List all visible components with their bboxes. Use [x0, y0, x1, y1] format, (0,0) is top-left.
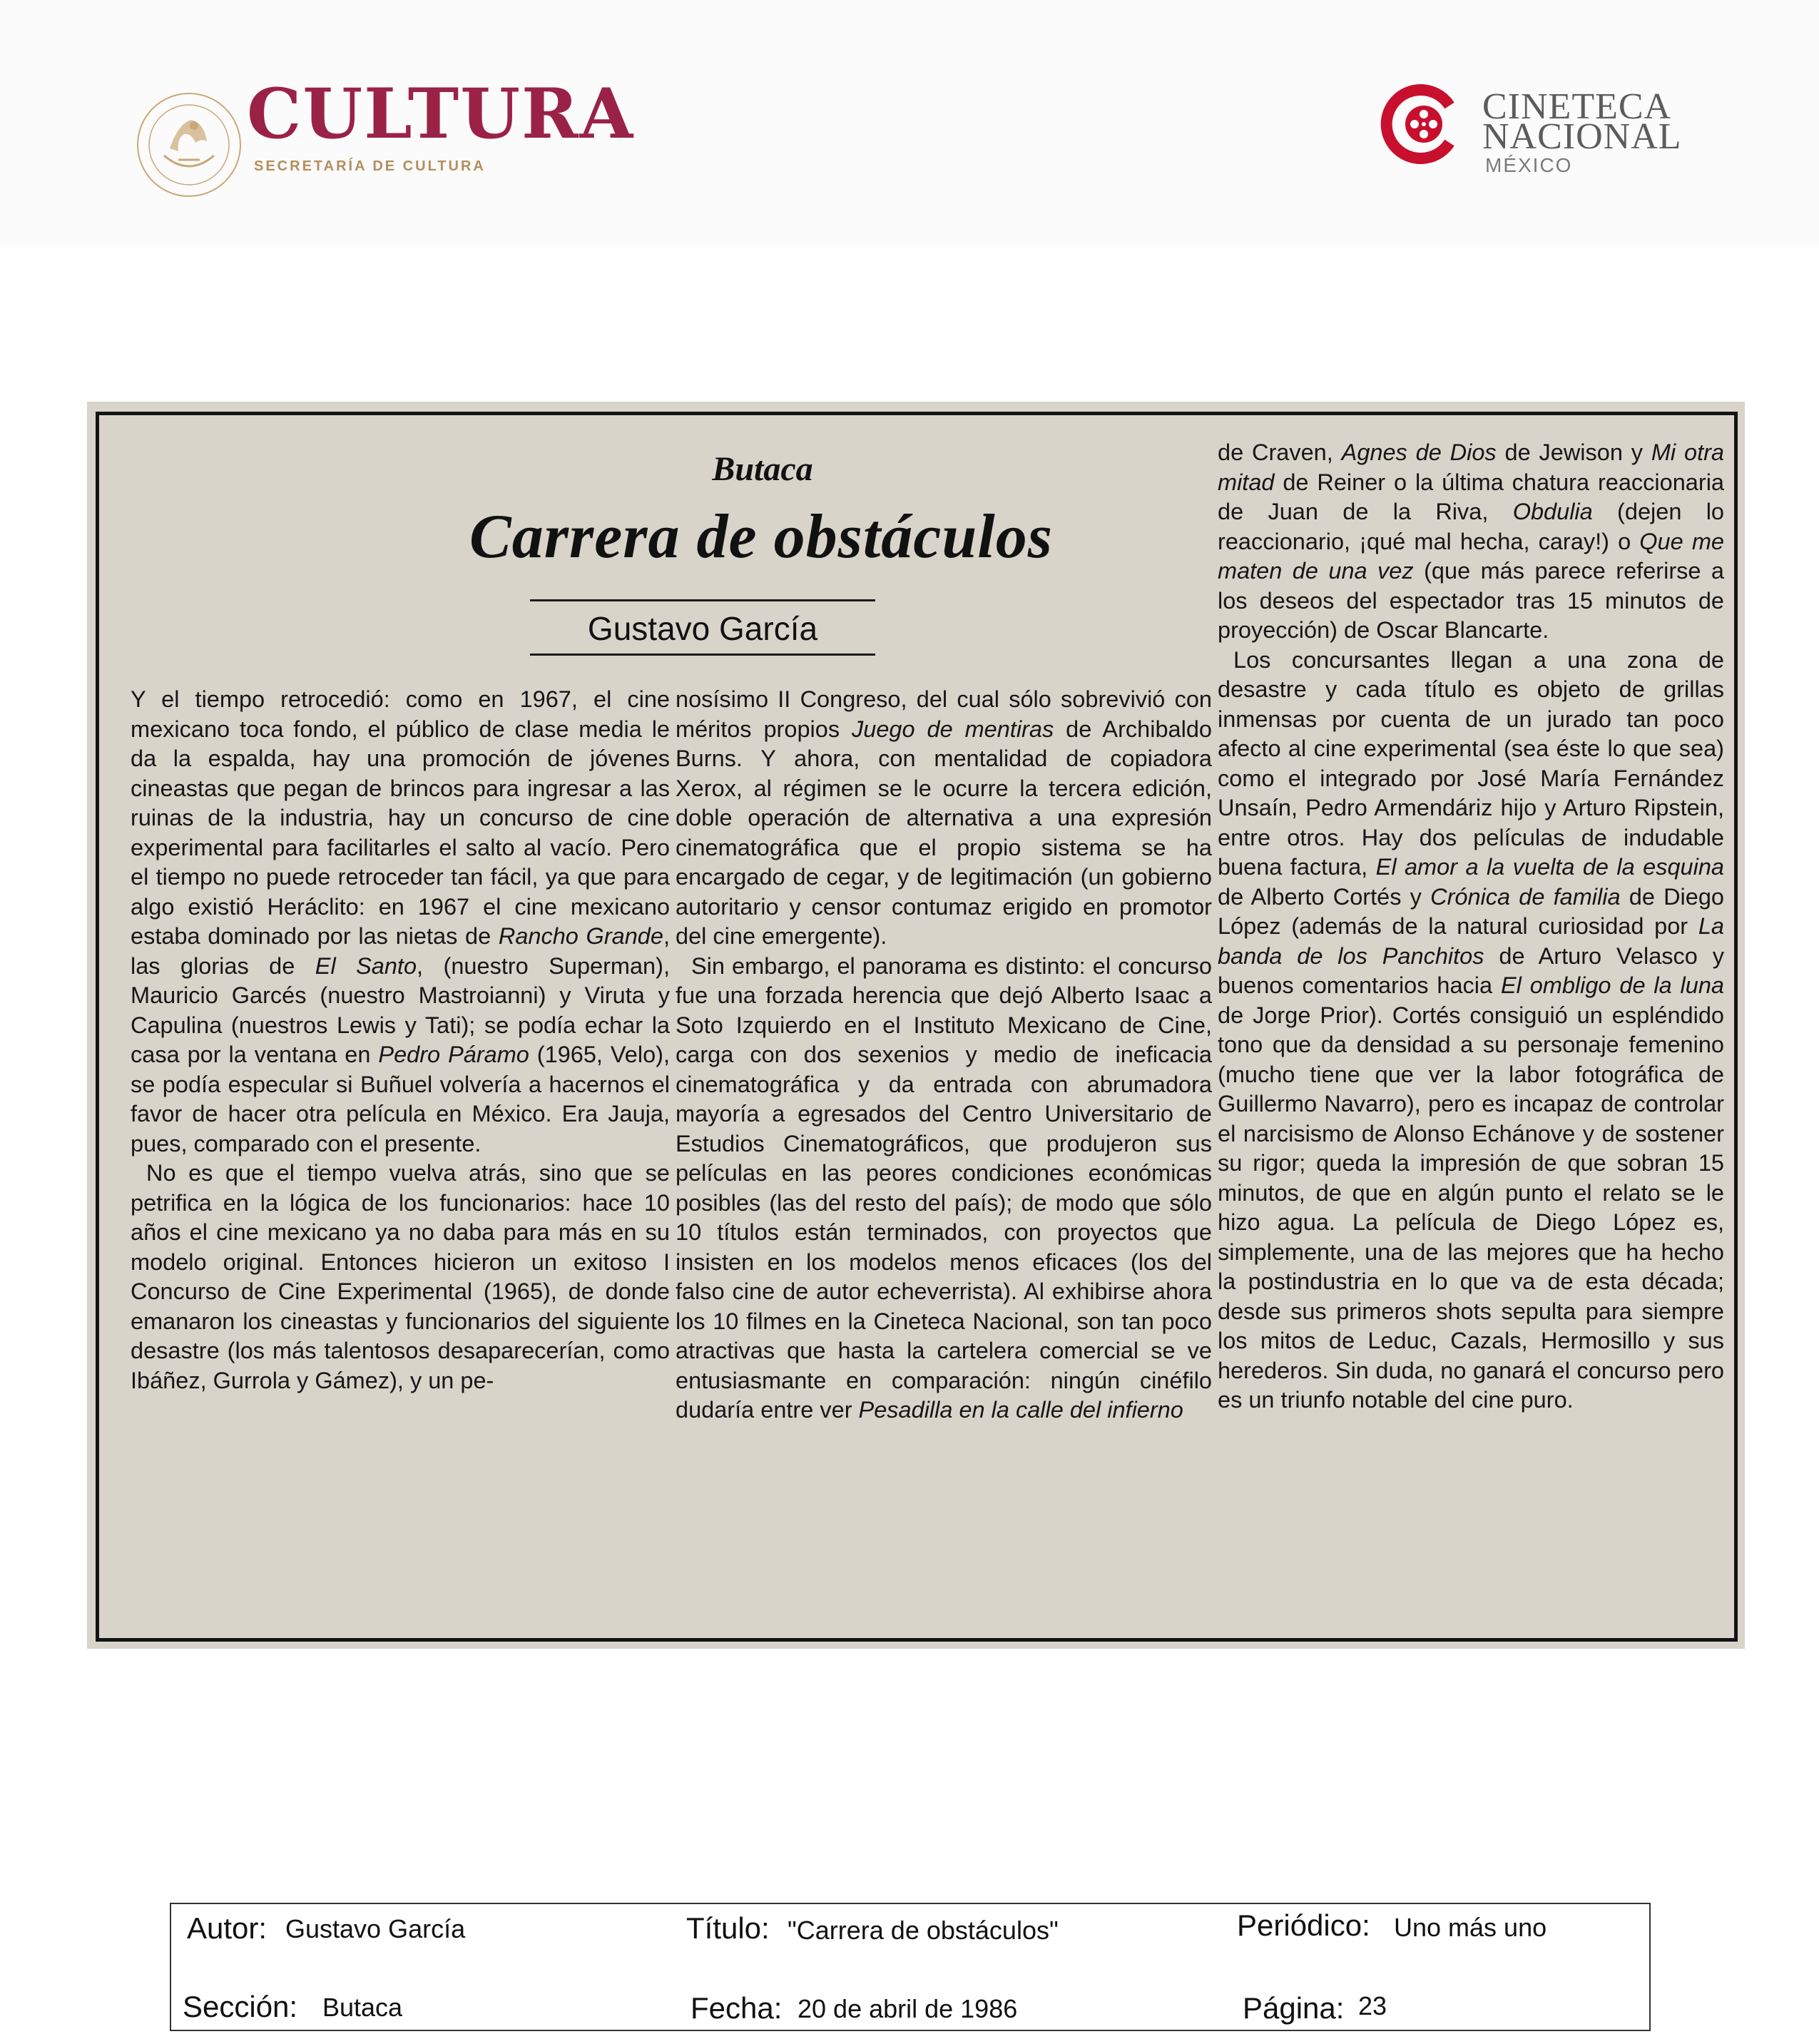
- cineteca-film-reel-icon: [1378, 84, 1458, 164]
- fecha-value: 20 de abril de 1986: [798, 1994, 1018, 2023]
- byline-rule-top: [530, 599, 875, 601]
- article-paragraph: Sin embargo, el panorama es distinto: el concurso fue una forzada herencia que dejó Alberto Isaac a Soto Izquierdo en el Instituto Mexicano de Cine, carga con dos sexenios y medio de ineficacia cinematográfica y da entrada con abrumadora mayoría a egresados del Centro Universitario de Estudios Cinematográficos, que produjeron sus películas en las peores condiciones económicas posibles (las del resto del país); de modo que sólo 10 títulos están terminados, con proyectos que insisten en los modelos menos eficaces (los del falso cine de autor echeverrista). Al exhibirse ahora los 10 filmes en la Cineteca Nacional, son tan poco atractivas que hasta la cartelera comercial se ve entusiasmante en comparación: ningún cinéfilo dudaría entre ver Pesadilla en la calle del infierno: [676, 952, 1212, 1423]
- periodico-value: Uno más uno: [1394, 1913, 1547, 1942]
- article-paragraph: Y el tiempo retrocedió: como en 1967, el cine mexicano toca fondo, el público de clase media le da la espalda, hay una promoción de jóvenes cineastas que pegan de brincos para ingresar a las ruinas de la industria, hay un concurso de cine experimental para facilitarles el salto al vacío. Pero el tiempo no puede retroceder tan fácil, ya que para algo existió Heráclito: en 1967 el cine mexicano estaba dominado por las nietas de Rancho Grande, las glorias de El Santo, (nuestro Superman), Mauricio Garcés (nuestro Mastroianni) y Viruta y Capulina (nuestros Lewis y Tati); se podía echar la casa por la ventana en Pedro Páramo (1965, Velo), se podía especular si Buñuel volvería a hacernos el favor de hacer otra película en México. Era Jauja, pues, comparado con el presente.: [131, 686, 671, 1156]
- cultura-subtitle: SECRETARÍA DE CULTURA: [254, 158, 486, 174]
- pagina-label: Página:: [1243, 1991, 1345, 2025]
- clipping-frame: [96, 412, 1738, 1642]
- periodico-label: Periódico:: [1237, 1908, 1370, 1942]
- coat-of-arms-seal-icon: [136, 91, 243, 198]
- newspaper-clipping: [87, 402, 1745, 1649]
- article-column-2: [676, 685, 1212, 1425]
- article-paragraph: de Craven, Agnes de Dios de Jewison y Mi otra mitad de Reiner o la última chatura reaccionaria de Juan de la Riva, Obdulia (dejen lo reaccionario, ¡qué mal hecha, caray!) o Que me maten de una vez (que más parece referirse a los deseos del espectador tras 15 minutos de proyección) de Oscar Blancarte.: [1218, 439, 1725, 643]
- fecha-label: Fecha:: [691, 1991, 783, 2025]
- article-paragraph: No es que el tiempo vuelva atrás, sino que se petrifica en la lógica de los funcionarios: hace 10 años el cine mexicano ya no daba para más en su modelo original. Entonces hicieron un exitoso I Concurso de Cine Experimental (1965), de donde emanaron los cineastas y funcionarios del siguiente desastre (los más talentosos desaparecerían, como Ibáñez, Gurrola y Gámez), y un pe-: [131, 1160, 670, 1393]
- cineteca-wordmark-line1: CINETECA: [1482, 86, 1672, 127]
- titulo-value: "Carrera de obstáculos": [788, 1916, 1059, 1945]
- byline-rule-bottom: [530, 654, 875, 656]
- cineteca-wordmark-line2: NACIONAL: [1482, 116, 1682, 157]
- article-byline: Gustavo García: [587, 610, 818, 647]
- article-section-kicker: Butaca: [712, 450, 813, 488]
- article-paragraph: nosísimo II Congreso, del cual sólo sobrevivió con méritos propios Juego de mentiras de Archibaldo Burns. Y ahora, con mentalidad de copiadora Xerox, al régimen se le ocurre la tercera edición, doble operación de alternativa a una expresión cinematográfica que el propio sistema se ha encargado de cegar, y de legitimación (un gobierno autoritario y censor contumaz erigido en promotor del cine emergente).: [676, 686, 1212, 949]
- article-column-3: [1218, 438, 1724, 1415]
- cineteca-wordmark-country: MÉXICO: [1485, 154, 1573, 176]
- cultura-wordmark: CULTURA: [247, 73, 635, 154]
- autor-value: Gustavo García: [285, 1914, 466, 1943]
- article-column-1: [131, 685, 670, 1395]
- seccion-value: Butaca: [322, 1993, 403, 2022]
- seccion-label: Sección:: [183, 1990, 298, 2023]
- article-headline: Carrera de obstáculos: [469, 502, 1053, 571]
- titulo-label: Título:: [686, 1911, 770, 1945]
- autor-label: Autor:: [187, 1911, 268, 1945]
- article-paragraph: Los concursantes llegan a una zona de desastre y cada título es objeto de grillas inmensas por cuenta de un jurado tan poco afecto al cine experimental (sea éste lo que sea) como el integrado por José María Fernández Unsaín, Pedro Armendáriz hijo y Arturo Ripstein, entre otros. Hay dos películas de indudable buena factura, El amor a la vuelta de la esquina de Alberto Cortés y Crónica de familia de Diego López (además de la natural curiosidad por La banda de los Panchitos de Arturo Velasco y buenos comentarios hacia El ombligo de la luna de Jorge Prior). Cortés consiguió un espléndido tono que da densidad a su personaje femenino (mucho tiene que ver la labor fotográfica de Guillermo Navarro), pero es incapaz de controlar el narcisismo de Alonso Echánove y de sostener su rigor; queda la impresión de que sobran 15 minutos, de que en algún punto el relato se le hizo agua. La película de Diego López es, simplemente, una de las mejores que ha hecho la postindustria en lo que va de esta década; desde sus primeros shots sepulta para siempre los mitos de Leduc, Cazals, Hermosillo y sus herederos. Sin duda, no ganará el concurso pero es un triunfo notable del cine puro.: [1218, 646, 1724, 1413]
- pagina-value: 23: [1358, 1991, 1387, 2020]
- metadata-table: [170, 1903, 1651, 2031]
